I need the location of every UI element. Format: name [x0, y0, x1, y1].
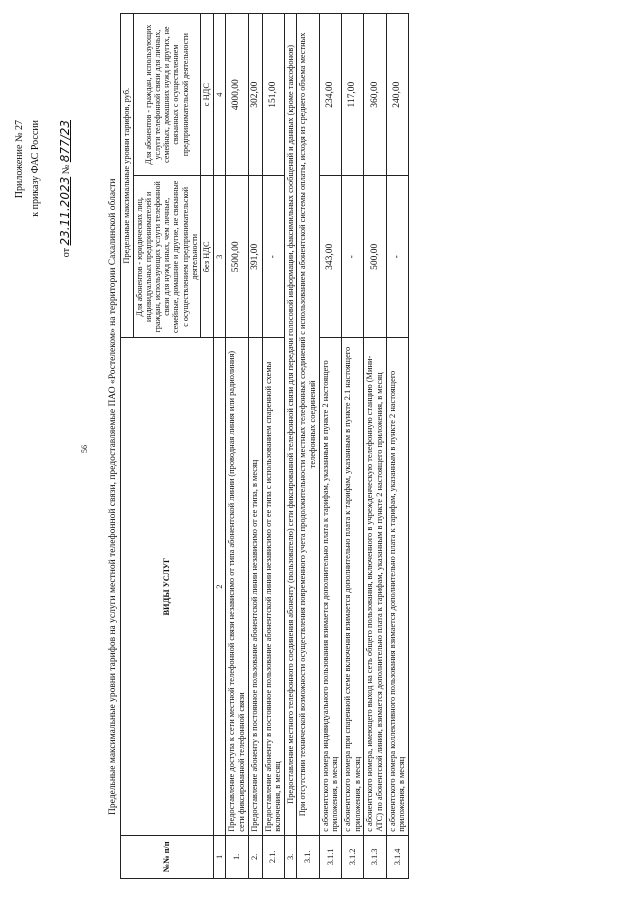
table-row: [226, 14, 248, 879]
header-vat-excl: без НДС: [200, 176, 213, 338]
number-prefix: №: [61, 164, 72, 175]
table-row: [386, 14, 408, 879]
index-cell: 1: [213, 835, 226, 878]
table-row: [319, 14, 341, 879]
row-text-span: При отсутствии технической возможности осуществления повременного учета продолжительности местных телефонных соединений с использованием абонентской системы оплаты, исходя из среднего объема местных телефонных соединений: [297, 14, 319, 836]
appendix-line-1: Приложение № 27: [14, 120, 25, 199]
header-services: ВИДЫ УСЛУГ: [121, 338, 214, 835]
header-levels: Предельные максимальные уровни тарифов, руб.: [121, 14, 134, 338]
row-number: 2.1.: [262, 835, 284, 878]
row-text: с абонентского номера при спаренной схеме включения взимается дополнительно плата к тарифам, указанным в пункте 2.1 настоящего приложения, в месяц: [342, 338, 364, 835]
row-text: с абонентского номера, имеющего выход на сеть общего пользования, включенного в учрежденческую телефонную станцию (Мини-АТС) по абонентской линии, взимается дополнительно плата к тарифам, указанным в пункте 2 настоящего приложения, в месяц: [364, 338, 386, 835]
header-row-1: [121, 14, 134, 879]
table-row: [364, 14, 386, 879]
page-number: 56: [80, 445, 89, 453]
date-prefix: от: [61, 247, 72, 258]
row-citizen-value: 4000,00: [226, 14, 248, 176]
table-row: [248, 14, 262, 879]
tariff-table: [120, 13, 409, 879]
row-number: 2.: [248, 835, 262, 878]
document-title: Предельные максимальные уровни тарифов на услуги местной телефонной связи, предоставляемые ПАО «Ростелеком» на территории Сахалинской области: [108, 178, 118, 815]
row-number: 3.1.1: [319, 835, 341, 878]
table-row: [284, 14, 297, 879]
header-vat-incl: с НДС: [200, 14, 213, 176]
row-citizen-value: 240,00: [386, 14, 408, 176]
row-number: 3.: [284, 835, 297, 878]
row-legal-value: -: [386, 176, 408, 338]
row-text-span: Предоставление местного телефонного соединения абоненту (пользователю) сети фиксированной телефонной связи для передачи голосовой информации, факсимильных сообщений и данных (кроме таксофонов): [284, 14, 297, 836]
row-citizen-value: 151,00: [262, 14, 284, 176]
row-legal-value: 5500,00: [226, 176, 248, 338]
row-text: Предоставление абоненту в постоянное пользование абонентской линии независимо от ее типа с использованием спаренной схемы включения, в месяц: [262, 338, 284, 835]
table-row: [342, 14, 364, 879]
row-legal-value: 391,00: [248, 176, 262, 338]
row-text: Предоставление доступа к сети местной телефонной связи независимо от типа абонентской линии (проводная линия или радиолиния) сети фиксированной телефонной связи: [226, 338, 248, 835]
appendix-date-line: [58, 120, 72, 257]
table-row: [262, 14, 284, 879]
row-citizen-value: 117,00: [342, 14, 364, 176]
row-citizen-value: 234,00: [319, 14, 341, 176]
appendix-line-2: к приказу ФАС России: [30, 120, 41, 217]
index-cell: 2: [213, 338, 226, 835]
header-number: №№ п/п: [121, 835, 214, 878]
table-row: [297, 14, 319, 879]
index-row: [213, 14, 226, 879]
row-legal-value: 500,00: [364, 176, 386, 338]
row-legal-value: -: [262, 176, 284, 338]
header-legal: Для абонентов - юридических лиц, индивидуальных предпринимателей и граждан, использующих услуги телефонной связи для нужд иных, чем личные, семейные, домашние и другие, не связанные с осуществлением предпринимательской деятельности: [133, 176, 200, 338]
row-legal-value: 343,00: [319, 176, 341, 338]
number-value: 877/23: [58, 120, 72, 163]
row-text: Предоставление абоненту в постоянное пользование абонентской линии независимо от ее типа, в месяц: [248, 338, 262, 835]
row-number: 3.1.: [297, 835, 319, 878]
row-citizen-value: 360,00: [364, 14, 386, 176]
index-cell: 3: [213, 176, 226, 338]
row-number: 3.1.2: [342, 835, 364, 878]
row-legal-value: -: [342, 176, 364, 338]
row-number: 1.: [226, 835, 248, 878]
row-text: с абонентского номера индивидуального пользования взимается дополнительно плата к тарифам, указанным в пункте 2 настоящего приложения, в месяц: [319, 338, 341, 835]
row-number: 3.1.3: [364, 835, 386, 878]
date-value: 23.11.2023: [58, 176, 72, 246]
row-text: с абонентского номера коллективного пользования взимается дополнительно плата к тарифам, указанным в пункте 2 настоящего приложения, в месяц: [386, 338, 408, 835]
header-citizens: Для абонентов - граждан, использующих услуги телефонной связи для личных, семейных, домашних нужд и других, не связанных с осуществлением предпринимательской деятельности: [133, 14, 200, 176]
index-cell: 4: [213, 14, 226, 176]
row-citizen-value: 302,00: [248, 14, 262, 176]
row-number: 3.1.4: [386, 835, 408, 878]
